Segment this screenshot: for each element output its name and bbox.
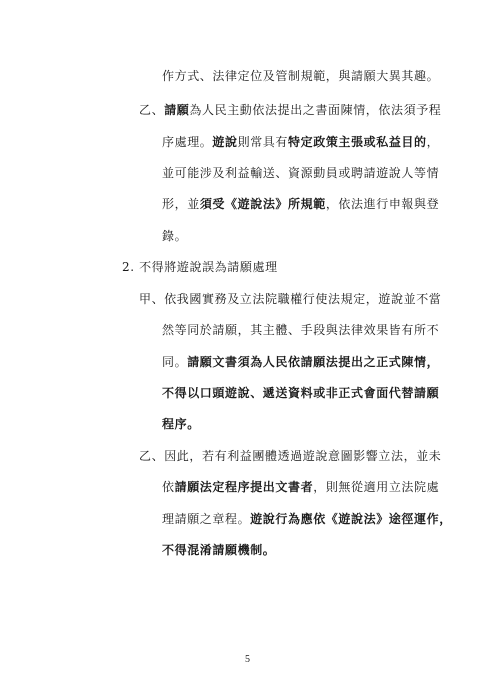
- text-segment: 依: [162, 480, 175, 494]
- bold-text-segment: 遊說行為應依《遊說法》途徑運作，: [250, 512, 452, 526]
- text-line: [162, 322, 439, 338]
- text-segment: 乙、: [139, 103, 165, 117]
- text-line: [162, 165, 439, 181]
- page-number: 5: [245, 654, 250, 665]
- text-line: [139, 102, 441, 118]
- text-line: [162, 511, 452, 527]
- text-segment: ，: [426, 135, 440, 149]
- text-segment: 2. 不得將遊說誤為請願處理: [122, 260, 278, 274]
- text-line: [162, 479, 439, 495]
- bold-text-segment: 須受《遊說法》所規範: [199, 197, 326, 211]
- text-segment: 同。: [162, 355, 188, 369]
- bold-text-segment: 不得混淆請願機制。: [162, 543, 276, 557]
- text-line: [162, 416, 200, 432]
- text-line: [162, 354, 439, 370]
- text-segment: 作方式、法律定位及管制規範，與請願大異其趣。: [162, 69, 440, 83]
- text-segment: ，依法進行申報與登: [325, 197, 440, 211]
- text-segment: 形，並: [162, 197, 200, 211]
- text-segment: 理請願之章程。: [162, 512, 251, 526]
- bold-text-segment: 請願法定程序提出文書者: [174, 480, 314, 494]
- text-segment: 為人民主動依法提出之書面陳情，依法須予程: [189, 103, 442, 117]
- text-line: [162, 385, 439, 401]
- bold-text-segment: 不得以口頭遊說、遞送資料或非正式會面代替請願: [162, 386, 440, 400]
- text-line: [162, 542, 275, 558]
- text-line: [139, 291, 441, 307]
- text-line: [122, 259, 278, 275]
- text-segment: 乙、因此，若有利益團體透過遊說意圖影響立法，並未: [139, 449, 442, 463]
- text-segment: 甲、依我國實務及立法院職權行使法規定，遊說並不當: [139, 292, 442, 306]
- bold-text-segment: 請願: [164, 103, 190, 117]
- text-line: [139, 448, 441, 464]
- bold-text-segment: 遊說: [212, 135, 238, 149]
- bold-text-segment: 請願文書須為人民依請願法提出之正式陳情，: [187, 355, 440, 369]
- text-segment: 然等同於請願，其主體、手段與法律效果皆有所不: [162, 323, 440, 337]
- text-segment: 錄。: [162, 229, 188, 243]
- text-line: [162, 228, 187, 244]
- text-segment: 則常具有: [237, 135, 289, 149]
- bold-text-segment: 特定政策主張或私益目的: [288, 135, 427, 149]
- bold-text-segment: 程序。: [162, 417, 200, 431]
- text-line: [162, 68, 439, 84]
- text-line: [162, 134, 439, 150]
- text-segment: ，則無從適用立法院處: [313, 480, 440, 494]
- text-segment: 序處理。: [162, 135, 213, 149]
- text-segment: 並可能涉及利益輸送、資源動員或聘請遊說人等情: [162, 166, 440, 180]
- text-line: [162, 196, 439, 212]
